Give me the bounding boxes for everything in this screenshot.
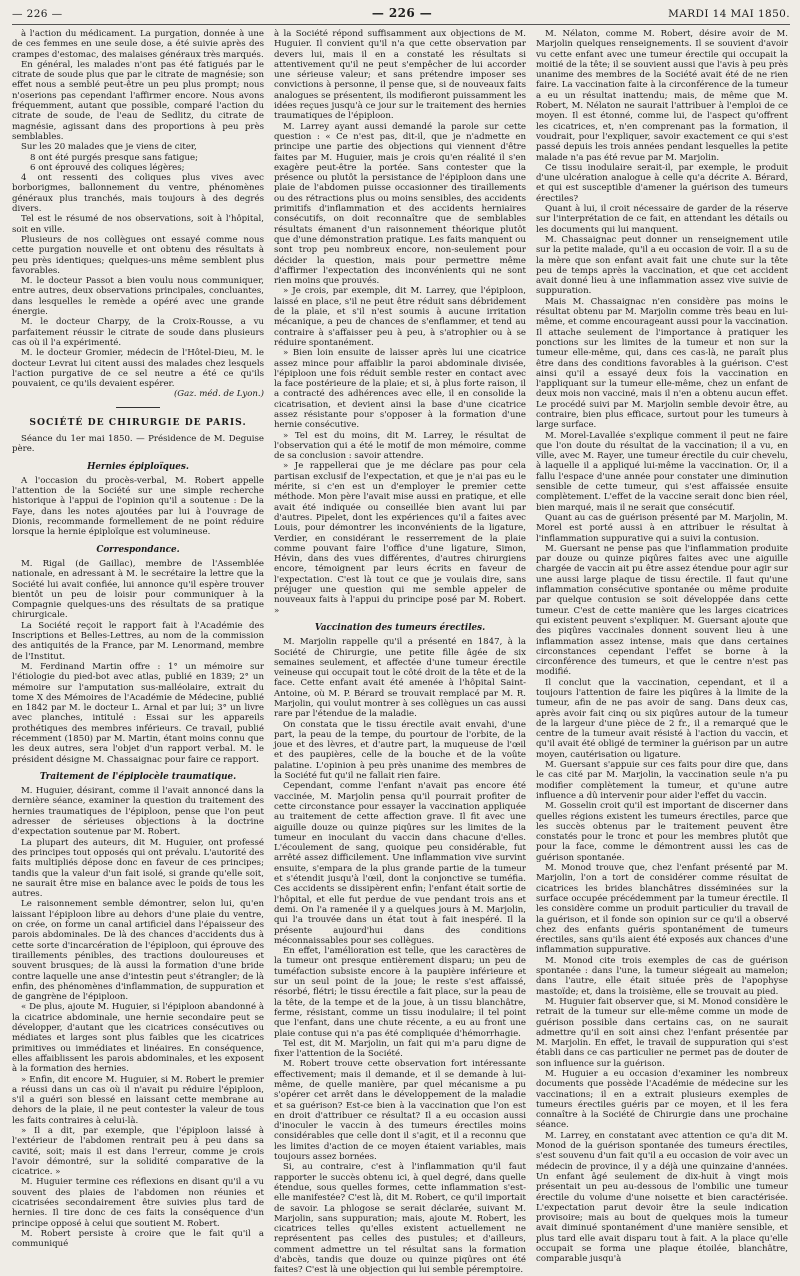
paragraph: M. Guersant ne pense pas que l'inflammation produite par douze ou quinze piqûres faites avec une aiguille chargée de vaccin ait pu être assez étendue pour agir sur une aussi large plaque de tissu érectile. Il faut qu'une inflammation consécutive spontanée ou même produite par quelque contusion se soit développée dans cette tumeur. C'est de cette manière que les larges cicatrices qui existent peuvent s'expliquer. M. Guersant ajoute que des piqûres vaccinales donnent souvent lieu à une inflammation assez intense, mais que dans certaines circonstances cependant l'effet se borne à la circonférence des tumeurs, et que le centre n'est pas modifié. (536, 543, 788, 678)
paragraph: La plupart des auteurs, dit M. Huguier, ont professé des principes tout opposés qui ont prévalu. L'autorité des faits multipliés dépose donc en faveur de ces principes; tandis que la valeur d'un fait isolé, si grande qu'elle soit, ne saurait être mise en balance avec le poids de tous les autres. (12, 837, 264, 900)
page-header (12, 6, 790, 25)
paragraph: Le raisonnement semble démontrer, selon lui, qu'en laissant l'épiploon libre au dehors d'une plaie du ventre, on crée, on forme un canal artificiel dans l'épaisseur des parois abdominales. De là des chances d'accidents dus à cette sorte d'incarcération de l'épiploon, qui éprouve des tiraillements pénibles, des tractions douloureuses et souvent brusques; de là aussi la formation d'une bride contre laquelle une anse d'intestin peut s'étrangler; de là enfin, des phénomènes d'inflammation, de suppuration et de gangrène de l'épiploon. (12, 899, 264, 1003)
paragraph: M. le docteur Passot a bien voulu nous communiquer, entre autres, deux observations principales, concluantes, dans lesquelles le remède a opéré avec une grande énergie. (12, 276, 264, 318)
paragraph: M. Morel-Lavallée s'explique comment il peut ne faire que l'on doute du résultat de la vaccination; il a vu, en ville, avec M. Rayer, une tumeur érectile du cuir chevelu, à laquelle il a appliqué lui-même la vaccination. Or, il a fallu l'espace d'une année pour constater une diminution sensible de cette tumeur, qui s'est affaissée ensuite complètement. L'effet de la vaccine serait donc bien réel, bien marqué, mais il ne serait que consécutif. (536, 430, 788, 513)
paragraph: M. Huguier termine ces réflexions en disant qu'il a vu souvent des plaies de l'abdomen non réunies et cicatrisées secondairement être suivies plus tard de hernies. Il tire donc de ces faits la conséquence d'un principe opposé à celui que soutient M. Robert. (12, 1177, 264, 1229)
column-2 (274, 29, 526, 1276)
paragraph: à l'action du médicament. La purgation, donnée à une de ces femmes en une seule dose, a été suivie après des crampes d'estomac, des malaises généraux très marqués. (12, 29, 264, 60)
issue-date: MARDI 14 MAI 1850. (668, 8, 790, 20)
paragraph: Ce tissu inodulaire serait-il, par exemple, le produit d'une ulcération analogue à celle qu'a décrite A. Bérard, et qui est susceptible d'amener la guérison des tumeurs érectiles? (536, 162, 788, 204)
paragraph: M. Marjolin rappelle qu'il a présenté en 1847, à la Société de Chirurgie, une petite fille âgée de six semaines seulement, et affectée d'une tumeur érectile veineuse qui occupait tout le côté droit de la tête et de la face. Cette enfant avait été amenée à l'hôpital Saint-Antoine, où M. P. Bérard se trouvait remplacé par M. R. Marjolin, qui voulut montrer à ses collègues un cas aussi rare par l'étendue de la maladie. (274, 637, 526, 720)
list-item: 4 ont ressenti des coliques plus vives avec borborigmes, ballonnement du ventre, phénomènes généraux plus tranchés, mais toujours à des degrés divers. (12, 173, 264, 215)
paragraph: M. Larrey, en constatant avec attention ce qu'a dit M. Monod de la guérison spontanée des tumeurs érectiles, s'est souvenu d'un fait qu'il a eu occasion de voir avec un médecin de province, il y a déjà une quinzaine d'années. Un enfant âgé seulement de dix-huit à vingt mois présentait un peu au-dessous de l'ombilic une tumeur érectile du volume d'une noisette et bien caractérisée. L'expectation parut devoir être la seule indication provisoire; mais au bout de quelques mois la tumeur avait diminué spontanément d'une manière sensible, et plus tard elle avait disparu tout à fait. A la place qu'elle occupait se forma une plaque étoilée, blanchâtre, comparable jusqu'à (536, 1130, 788, 1265)
list-item: 6 ont éprouvé des coliques légères; (30, 162, 185, 173)
paragraph: M. Robert trouve cette observation fort intéressante effectivement; mais il demande, et il se demande à lui-même, de quelle manière, par quel mécanisme a pu s'opérer cet arrêt dans le développement de la maladie et sa guérison? Est-ce bien à la vaccination que l'on est en droit d'attribuer ce résultat? Il a eu occasion aussi d'inoculer le vaccin à des tumeurs érectiles moins considérables que celle dont il s'agit, et il a reconnu que les limites d'action de ce moyen étaient variables, mais toujours assez bornées. (274, 1059, 526, 1163)
paragraph: M. le docteur Gromier, médecin de l'Hôtel-Dieu, M. le docteur Levrat lui citent aussi des malades chez lesquels l'action purgative de ce sel neutre a été ce qu'ils pouvaient, ce qu'ils devaient espérer. (12, 348, 264, 390)
paragraph: « De plus, ajoute M. Huguier, si l'épiploon abandonné à la cicatrice abdominale, une hernie secondaire peut se développer, d'autant que les cicatrices consécutives ou médiates et larges sont plus faibles que les cicatrices primitives ou immédiates et linéaires. En conséquence, elles affaiblissent les parois abdominales, et les exposent à la formation des hernies. (12, 1002, 264, 1075)
paragraph: M. Huguier, désirant, comme il l'avait annoncé dans la dernière séance, examiner la question du traitement des hernies traumatiques de l'épiploon, pense que l'on peut adresser de sérieuses objections à la doctrine d'expectation soutenue par M. Robert. (12, 786, 264, 838)
paragraph: Plusieurs de nos collègues ont essayé comme nous cette purgation nouvelle et ont obtenu des résultats à peu près identiques; quelques-uns même semblent plus favorables. (12, 234, 264, 276)
subsection-title: Vaccination des tumeurs érectiles. (314, 622, 486, 633)
paragraph: M. Ferdinand Martin offre : 1° un mémoire sur l'étiologie du pied-bot avec atlas, publié en 1839; 2° un mémoire sur l'amputation sus-malléolaire, extrait du tome X des Mémoires de l'Académie de Médecine, publié en 1842 par M. le docteur L. Arnal et par lui; 3° un livre avec planches, intitulé : Essai sur les appareils prothétiques des membres inférieurs. Ce travail, publié récemment (1850) par M. Martin, étant moins connu que les deux autres, sera l'objet d'un rapport verbal. M. le président désigne M. Chassaignac pour faire ce rapport. (12, 661, 264, 765)
paragraph: Quant au cas de guérison présenté par M. Marjolin, M. Morel est porté aussi à en attribuer le résultat à l'inflammation suppurative qui a suivi la contusion. (536, 512, 788, 544)
paragraph: En général, les malades n'ont pas été fatigués par le citrate de soude plus que par le citrate de magnésie; son effet nous a semblé peut-être un peu plus prompt; nous n'oserions pas cependant l'affirmer encore. Nous avons fréquemment, autant que possible, comparé l'action du citrate de soude, de l'eau de Sedlitz, du citrate de magnésie, agissant dans des proportions à peu près semblables. (12, 59, 264, 142)
session-line: Séance du 1er mai 1850. — Présidence de M. Deguise père. (12, 433, 264, 455)
columns (12, 29, 790, 1276)
paragraph: M. Gosselin croit qu'il est important de discerner dans quelles régions existent les tumeurs érectiles, parce que les succès obtenus par le traitement peuvent être constatés pour le tronc et pour les membres plutôt que pour la face, comme le démontrent aussi les cas de guérison spontanée. (536, 801, 788, 863)
paragraph: M. Huguier a eu occasion d'examiner les nombreux documents que possède l'Académie de médecine sur les vaccinations; il en a extrait plusieurs exemples de tumeurs érectiles guéris par ce moyen, et il les fera connaître à la Société de Chirurgie dans une prochaine séance. (536, 1068, 788, 1131)
paragraph: Si, au contraire, c'est à l'inflammation qu'il faut rapporter le succès obtenu ici, à quel degré, dans quelle étendue, sous quelles formes, cette inflammation s'est-elle manifestée? C'est là, dit M. Robert, ce qu'il importait de savoir. La phlogose se serait déclarée, suivant M. Marjolin, sans suppuration; mais, ajoute M. Robert, les cicatrices telles qu'elles existent actuellement ne représentent pas celles des pustules; et d'ailleurs, comment admettre un tel résultat sans la formation d'abcès, tandis que douze ou quinze piqûres ont été faites? C'est là une objection qui lui semble péremptoire. (274, 1162, 526, 1276)
paragraph: à la Société répond suffisamment aux objections de M. Huguier. Il convient qu'il n'a que cette observation par devers lui, mais il en a constaté les résultats si attentivement qu'il ne peut s'empêcher de lui accorder une sérieuse valeur; et sans prétendre imposer ses convictions à personne, il pense que, si de nouveaux faits analogues se présentent, ils modifieront puissamment les idées reçues jusqu'à ce jour sur le traitement des hernies traumatiques de l'épiploon. (274, 29, 526, 122)
paragraph: M. Chassaignac peut donner un renseignement utile sur la petite malade, qu'il a eu occasion de voir. Il a su de la mère que son enfant avait fait une chute sur la tête peu de temps après la vaccination, et que cet accident avait donné lieu à une inflammation assez vive suivie de suppuration. (536, 234, 788, 297)
subsection-title: Correspondance. (96, 544, 180, 555)
paragraph: » Je rappellerai que je me déclare pas pour cela partisan exclusif de l'expectation, et que je n'ai pas eu le mérite, si c'en est un d'employer le premier cette méthode. Mon père l'avait mise aussi en pratique, et elle avait été indiquée ou conseillée bien avant lui par d'autres. Pipelet, dont les expériences qu'il a faites avec Louis, pour démontrer les inconvénients de la ligature, Verdier, en considérant le resserrement de la plaie comme pouvant faire l'office d'une ligature, Simon, Hévin, dans des vues différentes, d'autres chirurgiens encore, témoignent par leurs écrits en faveur de l'expectation. C'est là tout ce que je voulais dire, sans préjuger une question qui me semble appeler de nouveaux faits à l'appui du principe posé par M. Robert. » (274, 461, 526, 616)
paragraph: M. Guersant s'appuie sur ces faits pour dire que, dans le cas cité par M. Marjolin, la vaccination seule n'a pu modifier complètement la tumeur, et qu'une autre influence a dû intervenir pour aider l'effet du vaccin. (536, 760, 788, 801)
paragraph: M. Monod cite trois exemples de cas de guérison spontanée : dans l'une, la tumeur siégeait au mamelon; dans l'autre, elle était située près de l'apophyse mastoïde; et, dans la troisième, elle se trouvait au pied. (536, 955, 788, 997)
paragraph: A l'occasion du procès-verbal, M. Robert appelle l'attention de la Société sur une simple recherche historique à l'appui de l'opinion qu'il a soutenue : De la Faye, dans les notes ajoutées par lui à l'ouvrage de Dionis, recommande formellement de ne point réduire lorsque la hernie épiploïque est volumineuse. (12, 475, 264, 538)
paragraph: Quant à lui, il croit nécessaire de garder de la réserve sur l'interprétation de ce fait, en attendant les détails ou les documents qui lui manquent. (536, 204, 788, 235)
paragraph: On constata que le tissu érectile avait envahi, d'une part, la peau de la tempe, du pourtour de l'orbite, de la joue et des lèvres, et d'autre part, la muqueuse de l'œil et des paupières, celle de la bouche et de la voûte palatine. L'opinion à peu près unanime des membres de la Société fut qu'il ne fallait rien faire. (274, 719, 526, 782)
paragraph: M. Nélaton, comme M. Robert, désire avoir de M. Marjolin quelques renseignements. Il se souvient d'avoir vu cette enfant avec une tumeur érectile qui occupait la moitié de la tête; il se souvient aussi que l'avis à peu près unanime des membres de la Société avait été de ne rien faire. La vaccination faite à la circonférence de la tumeur a eu un résultat inattendu; mais, de même que M. Robert, M. Nélaton ne saurait l'attribuer à l'emploi de ce moyen. Il est étonné, comme lui, de l'aspect qu'offrent les cicatrices, et, n'en comprenant pas la formation, il voudrait, pour l'expliquer, savoir exactement ce qui s'est passé depuis les trois années pendant lesquelles la petite malade n'a pas été revue par M. Marjolin. (536, 29, 788, 163)
paragraph: En effet, l'amélioration est telle, que les caractères de la tumeur ont presque entièrement disparu; un peu de tuméfaction subsiste encore à la paupière inférieure et sur un seul point de la joue; le reste s'est affaissé, résorbé, flétri; le tissu érectile a fait place, sur la peau de la tête, de la tempe et de la joue, à un tissu blanchâtre, ferme, résistant, comme un tissu inodulaire; il tel point que l'enfant, dans une chute récente, a eu au front une plaie contuse qui n'a pas été compliquée d'hémorrhagie. (274, 946, 526, 1039)
paragraph: La Société reçoit le rapport fait à l'Académie des Inscriptions et Belles-Lettres, au nom de la commission des antiquités de la France, par M. Lenormand, membre de l'Institut. (12, 620, 264, 662)
paragraph: » Tel est du moins, dit M. Larrey, le résultat de l'observation qui a été le motif de mon mémoire, comme de sa conclusion : savoir attendre. (274, 430, 526, 462)
divider (116, 407, 160, 408)
paragraph: M. Monod trouve que, chez l'enfant présenté par M. Marjolin, l'on a tort de considérer comme résultat de cicatrices les brides blanchâtres disséminées sur la surface occupée précédemment par la tumeur érectile. Il les considère comme un produit particulier du travail de la guérison, et il fonde son opinion sur ce qu'il a observé chez des enfants guéris spontanément de tumeurs érectiles, sans qu'ils aient été exposés aux chances d'une inflammation suppurative. (536, 863, 788, 956)
paragraph: M. Rigal (de Gaillac), membre de l'Assemblée nationale, en adressant à M. le secrétaire la lettre que la Société lui avait confiée, lui annonce qu'il espère trouver bientôt un peu de loisir pour communiquer à la Compagnie quelques-uns des résultats de sa pratique chirurgicale. (12, 558, 264, 621)
subsection-title: Traitement de l'épiplocèle traumatique. (39, 771, 237, 782)
paragraph: » Je crois, par exemple, dit M. Larrey, que l'épiploon, laissé en place, s'il ne peut être réduit sans débridement de la plaie, et s'il n'est soumis à aucune irritation mécanique, a peu de chances de s'enflammer, et tend au contraire à s'affaisser peu à peu, à s'atrophier ou à se réduire spontanément. (274, 286, 526, 348)
paragraph: Cependant, comme l'enfant n'avait pas encore été vaccinée, M. Marjolin pensa qu'il pourrait profiter de cette circonstance pour essayer la vaccination appliquée au traitement de cette affection grave. Il fit avec une aiguille douze ou quinze piqûres sur les limites de la tumeur en inoculant du vaccin dans chacune d'elles. L'écoulement de sang, quoique peu considérable, fut arrêté assez difficilement. Une inflammation vive survint ensuite, s'empara de la plus grande partie de la tumeur et s'étendit jusqu'à l'œil, dont la conjonctive se tuméfia. Ces accidents se dissipèrent enfin; l'enfant était sortie de l'hôpital, et elle fut perdue de vue pendant trois ans et demi. On l'a ramenée il y a quelques jours à M. Marjolin, qui l'a trouvée dans un état tout à fait inespéré. Il la présente aujourd'hui dans des conditions méconnaissables pour ses collègues. (274, 781, 526, 946)
subsection-title: Hernies épiploïques. (87, 461, 189, 472)
paragraph: M. Huguier fait observer que, si M. Monod considère le retrait de la tumeur sur elle-même comme un mode de guérison possible dans certains cas, on ne saurait admettre qu'il en soit ainsi chez l'enfant présentée par M. Marjolin. En effet, le travail de suppuration qui s'est établi dans ce cas particulier ne permet pas de douter de son influence sur la guérison. (536, 996, 788, 1069)
page-number: — 226 — (371, 6, 433, 20)
paragraph: M. Robert persiste à croire que le fait qu'il a communiqué (12, 1228, 264, 1250)
column-1 (12, 29, 264, 1250)
paragraph: Il conclut que la vaccination, cependant, et il a toujours l'attention de faire les piqûres à la limite de la tumeur, afin de ne pas avoir de sang. Dans deux cas, après avoir fait cinq ou six piqûres autour de la tumeur de la largeur d'une pièce de 2 fr., il a remarqué que le centre de la tumeur avait résisté à l'action du vaccin, et qu'il avait été obligé de terminer la guérison par un autre moyen, cautérisation ou ligature. (536, 677, 788, 760)
list-item: 8 ont été purgés presque sans fatigue; (30, 152, 199, 163)
paragraph: » Enfin, dit encore M. Huguier, si M. Robert le premier a réussi dans un cas où il n'avait pu réduire l'épiploon, s'il a guéri son blessé en laissant cette membrane au dehors de la plaie, il ne peut contester la valeur de tous les faits contraires à celui-là. (12, 1074, 264, 1126)
column-3 (536, 29, 788, 1265)
paragraph: Mais M. Chassaignac n'en considère pas moins le résultat obtenu par M. Marjolin comme très beau en lui-même, et comme encourageant aussi pour la vaccination. Il attache seulement de l'importance à pratiquer les ponctions sur les limites de la tumeur et non sur la tumeur elle-même, qui, dans ces cas-là, ne paraît plus être dans des conditions favorables à la guérison. C'est ainsi qu'il a essayé deux fois la vaccination en l'appliquant sur la tumeur elle-même, chez un enfant de deux mois non vacciné, mais il n'en a obtenu aucun effet. Le procédé suivi par M. Marjolin semble devoir être, au contraire, bien plus efficace, surtout pour les tumeurs à large surface. (536, 296, 788, 431)
source-citation: (Gaz. méd. de Lyon.) (173, 389, 264, 400)
paragraph: M. Larrey ayant aussi demandé la parole sur cette question : « Ce n'est pas, dit-il, que je n'admette en principe une partie des objections qui viennent d'être faites par M. Huguier, mais je crois qu'en réalité il s'en exagère peut-être la portée. Sans contester que la présence ou plutôt la persistance de l'épiploon dans une plaie de l'abdomen puisse occasionner des tiraillements ou des rétractions plus ou moins sensibles, des accidents primitifs d'inflammation et des accidents herniaires consécutifs, on doit reconnaître que de semblables résultats émanent d'un raisonnement théorique plutôt que d'une démonstration pratique. Les faits manquent ou sont trop peu nombreux encore, non-seulement pour décider la question, mais pour permettre même d'affirmer l'expectation des inconvénients qui ne sont rien moins que prouvés. (274, 121, 526, 287)
paragraph: » Bien loin ensuite de laisser après lui une cicatrice assez mince pour affaiblir la paroi abdominale divisée, l'épiploon une fois réduit semble rester en contact avec la face postérieure de la plaie; et si, à plus forte raison, il a contracté des adhérences avec elle, il en consolide la cicatrisation, et devient ainsi la base d'une cicatrice assez résistante pour s'opposer à la formation d'une hernie consécutive. (274, 348, 526, 431)
paragraph: M. le docteur Charpy, de la Croix-Rousse, a vu parfaitement réussir le citrate de soude dans plusieurs cas où il l'a expérimenté. (12, 317, 264, 348)
paragraph: » Il a dit, par exemple, que l'épiploon laissé à l'extérieur de l'abdomen rentrait peu à peu dans sa cavité, soit; mais il est dans l'erreur, comme je crois l'avoir démontré, sur la solidité comparative de la cicatrice. » (12, 1125, 264, 1178)
paragraph: Sur les 20 malades que je viens de citer, (21, 142, 197, 153)
header-left: — 226 — (12, 8, 63, 20)
paragraph: Tel est, dit M. Marjolin, un fait qui m'a paru digne de fixer l'attention de la Société. (274, 1038, 526, 1060)
section-title: SOCIÉTÉ DE CHIRURGIE DE PARIS. (29, 416, 247, 428)
paragraph: Tel est le résumé de nos observations, soit à l'hôpital, soit en ville. (12, 214, 264, 235)
